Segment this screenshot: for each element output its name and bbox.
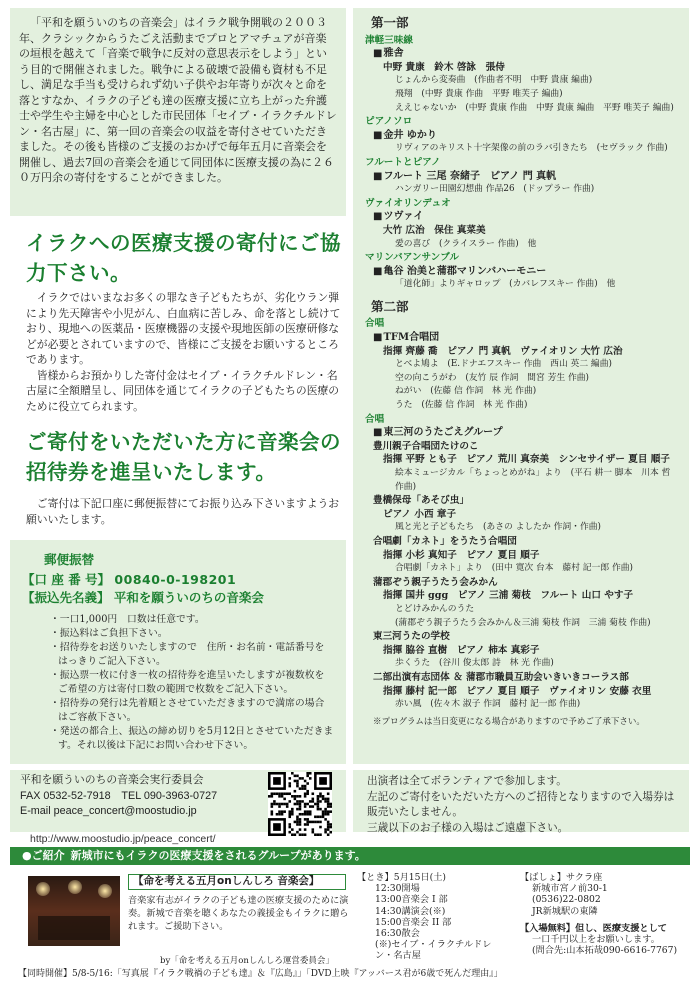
program-cat: マリンバアンサンブル xyxy=(365,252,460,264)
account-name: 平和を願ういのちの音楽会 xyxy=(113,590,264,605)
event-description: 音楽家有志がイラクの子ども達の医療支援のために演奏。新城で音楽を聴くあなたの義援金もイラクに贈られます。ご援助下さい。 xyxy=(128,895,349,932)
donation-paragraph-2: 皆様からお預かりした寄付金はセイブ・イラクチルドレン・名古屋に全額贈呈し、同団体を通じてイラクの子どもたちの医療のために役立てられます。 xyxy=(26,368,340,413)
admission-label: 【入場無料】但し、医療支援として xyxy=(520,922,667,934)
part2-title: 第二部 xyxy=(371,298,409,314)
postal-note: ・ 招待券の発行は先着順とさせていただきますので満席の場合はご容赦下さい。 xyxy=(50,697,334,725)
account-name-label: 【振込先名義】 xyxy=(22,590,110,605)
program-grp: ■ 金井 ゆかり xyxy=(373,129,675,143)
program-piece: ええじゃないか (中野 貴康 作曲 中野 貴康 編曲 平野 唯芙子 編曲) xyxy=(395,102,674,113)
banner-label: ●ご紹介 xyxy=(22,849,65,862)
postal-note: ・ 一口1,000円 口数は任意です。 xyxy=(50,613,334,627)
program-grp: ■ ツヴァイ xyxy=(373,210,675,224)
program-piece: 空の向こうがわ (友竹 辰 作詞 間宮 芳生 作曲) xyxy=(395,372,589,383)
program-piece: 飛翔 (中野 貴康 作曲 平野 唯芙子 編曲) xyxy=(395,88,563,99)
postal-note: ・ 招待券をお送りいたしますので 住所・お名前・電話番号をはっきりご記入下さい。 xyxy=(50,641,334,669)
invitation-paragraph: ご寄付は下記口座に郵便振替にてお振り込み下さいますようお願いいたします。 xyxy=(26,497,340,526)
admission-line: 一口千円以上をお願いします。 xyxy=(532,934,660,946)
notice-line: 出演者は全てボランティアで参加します。 xyxy=(367,775,567,787)
program-piece: とどけみかんのうた xyxy=(395,603,475,614)
admission-contact: (問合先:山本拓哉090-6616-7767) xyxy=(532,945,678,957)
program-perf: 指揮 平野 とも子 ピアノ 荒川 真奈美 シンセサイザー 夏目 順子 xyxy=(383,454,670,466)
notice-line: 左記のご寄付をいただいた方へのご招待となりますので入場券は販売いたしません。 xyxy=(367,790,675,818)
program-piece: 愛の喜び (クライスラー 作曲) 他 xyxy=(395,238,537,249)
event-title: 【命を考える五月onしんしろ 音楽会】 xyxy=(128,874,346,890)
program-perf: 指揮 小杉 真知子 ピアノ 夏目 順子 xyxy=(383,549,540,561)
program-cat: 合唱 xyxy=(365,413,385,425)
program-piece: 赤い風 (佐々木 淑子 作詞 藤村 記一郎 作曲) xyxy=(395,699,581,710)
donation-body xyxy=(26,290,342,414)
program-grp: ■ TFM合唱団 xyxy=(373,331,675,345)
event-time-item: 15:00音楽会 II 部 xyxy=(375,916,452,928)
postal-note: ・ 振込票一枚に付き一枚の招待券を進呈いたしますが複数枚をご希望の方は寄付口数の範囲で枚数をご記入下さい。 xyxy=(50,669,334,697)
concert-photo xyxy=(28,876,120,946)
program-sub: 豊川親子合唱団たけのこ xyxy=(373,440,479,452)
contact-fax-tel: FAX 0532-52-7918 TEL 090-3963-0727 xyxy=(20,789,218,802)
program-sub: 二部出演有志団体 ＆ 蒲郡市職員互助会いきいきコーラス部 xyxy=(373,671,629,683)
program-perf: 中野 貴康 鈴木 啓詠 張侍 xyxy=(383,61,505,73)
event-time-item: 13:00音楽会 I 部 xyxy=(375,894,448,906)
program-grp: ■ 亀谷 治美と蒲郡マリンバハーモニー xyxy=(373,265,675,279)
notice-line: 三歳以下のお子様の入場はご遠慮下さい。 xyxy=(367,821,569,834)
event-time-note: (※)セイブ・イラクチルドレン・名古屋 xyxy=(375,939,492,962)
program-perf: 大竹 広治 保住 真菜美 xyxy=(383,224,486,236)
event-time-item: 12:30開場 xyxy=(375,883,420,895)
postal-transfer-panel xyxy=(10,540,346,764)
event-place-line: (0536)22-0802 xyxy=(532,894,601,906)
postal-note: ・ 振込料はご負担下さい。 xyxy=(50,627,334,641)
program-piece: うた (佐藤 信 作詞 林 光 作曲) xyxy=(395,400,528,411)
account-number-row xyxy=(22,571,334,589)
program-perf: 指揮 国井 ggg ピアノ 三浦 菊枝 フルート 山口 やす子 xyxy=(383,590,634,602)
intro-panel xyxy=(10,8,346,216)
program-cat: ピアノソロ xyxy=(365,116,413,128)
concurrent-events: 【同時開催】5/8-5/16:「写真展『イラク戦禍の子ども達』＆『広島』」「DVD上映『アッバース君が6歳で死んだ理由』」 xyxy=(18,969,503,979)
program-footnote: ※プログラムは当日変更になる場合がありますので予めご了承下さい。 xyxy=(373,716,645,727)
account-number-label: 【口 座 番 号】 xyxy=(22,572,111,587)
program-sub: 合唱劇「カネト」をうたう合唱団 xyxy=(373,535,517,547)
part1-title: 第一部 xyxy=(371,15,409,30)
program-sub: 蒲郡ぞう親子うたう会みかん xyxy=(373,576,498,588)
event-organizer: by「命を考える五月onしんしろ運営委員会」 xyxy=(160,956,334,966)
program-perf: 指揮 藤村 記一郎 ピアノ 夏目 順子 ヴァイオリン 安藤 衣里 xyxy=(383,685,652,697)
program-sub: 東三河うたの学校 xyxy=(373,631,450,643)
program-piece: ハンガリー田園幻想曲 作品26 (ドップラー 作曲) xyxy=(395,184,595,195)
program-grp: ■ 東三河のうたごえグループ xyxy=(373,426,675,440)
event-place-label: 【ばしょ】サクラ座 xyxy=(520,872,603,883)
program-piece: 風と光と子どもたち (あさの よしたか 作詞・作曲) xyxy=(395,522,601,533)
program-perf: 指揮 脇谷 直樹 ピアノ 柿本 真彩子 xyxy=(383,644,540,656)
banner-text: 新城市にもイラクの医療支援をされるグループがあります。 xyxy=(70,849,366,862)
donation-paragraph-1: イラクではいまなお多くの罪なき子どもたちが、劣化ウラン弾により先天障害や小児がん、白血病に苦しみ、命を落とし続けており、現地への医薬品・医療機器の支援や現地医師の医療研修などが必要とされていますので、皆様にご支援をお願いするところであります。 xyxy=(26,291,341,366)
program-perf: 指揮 齊藤 喬 ピアノ 門 真帆 ヴァイオリン 大竹 広治 xyxy=(383,345,623,357)
program-piece: ねがい (佐藤 信 作詞 林 光 作曲) xyxy=(395,386,537,397)
intro-text: 「平和を願ういのちの音楽会」はイラク戦争開戦の２００３年、クラシックからうたごえ活動までプロとアマチュアが音楽の垣根を越えて「音楽で戦争に反対の意思表示をしよう」という目的で開催されました。戦争による破壊で設備も資材も不足し、満足な手当も受けられず幼い子供やお年寄りが次々と命を落とすなか、イラクの子ども達の医療支援に立ち上がった弁護士や学生や主婦を中心とした市民団体「セイブ・イラクチルドレン・名古屋」に、第一回の音楽会の収益を寄付させていただきました。その後も皆様のご支援のおかげで毎年五月に音楽会を開催し、過去7回の音楽会を通じて同団体に医療支援の為に２６０万円余の寄付をすることができました。 xyxy=(19,16,337,184)
program-piece: リヴィアのキリスト十字架像の前のラバ引きたち (セヴラック 作曲) xyxy=(395,143,668,154)
program-panel xyxy=(353,8,689,764)
postal-title: 郵便振替 xyxy=(44,552,95,567)
program-piece: 「道化師」よりギャロップ (カバレフスキー 作曲) 他 xyxy=(395,279,616,290)
program-piece: とべよ鳩よ (E.ドナエフスキー 作曲 西山 英二 編曲) xyxy=(395,359,612,370)
donation-heading: イラクへの医療支援の寄付にご協力下さい。 xyxy=(26,231,341,285)
program-grp: ■ フルート 三尾 奈緒子 ピアノ 門 真帆 xyxy=(373,170,675,184)
contact-email[interactable]: E-mail peace_concert@moostudio.jp xyxy=(20,805,197,817)
postal-notes xyxy=(50,613,334,753)
program-perf: ピアノ 小西 章子 xyxy=(383,508,457,520)
event-time-item: 16:30散会 xyxy=(375,928,420,940)
program-grp: ■ 雅舎 xyxy=(373,47,675,61)
part2-list xyxy=(365,317,675,711)
program-piece: 歩くうた (谷川 俊太郎 詩 林 光 作曲) xyxy=(395,658,554,669)
introduction-banner xyxy=(10,847,690,865)
program-cat: フルートとピアノ xyxy=(365,156,441,168)
account-name-row xyxy=(22,589,334,607)
program-cat: 津軽三味線 xyxy=(365,34,413,46)
account-number: 00840-0-198201 xyxy=(114,572,237,587)
contact-org: 平和を願ういのちの音楽会実行委員会 xyxy=(20,774,204,786)
postal-note: ・ 発送の都合上、振込の締め切りを5月12日とさせていただきます。それ以後は下記にお問い合わせ下さい。 xyxy=(50,725,334,753)
invitation-heading: ご寄付をいただいた方に音楽会の招待券を進呈いたします。 xyxy=(26,430,341,484)
contact-url-link[interactable]: http://www.moostudio.jp/peace_concert/ xyxy=(30,833,216,845)
event-time-label: 【とき】5月15日(土) xyxy=(357,872,447,883)
program-cat: 合唱 xyxy=(365,318,385,330)
program-piece: (蒲郡ぞう親子うたう会みかん＆三浦 菊枝 作詞 三浦 菊枝 作曲) xyxy=(395,617,651,628)
event-time-block xyxy=(357,872,507,962)
event-admission xyxy=(520,923,685,957)
program-piece: じょんから変奏曲 (作曲者不明 中野 貴康 編曲) xyxy=(395,75,593,86)
part1-list xyxy=(365,34,675,292)
qr-code-icon[interactable] xyxy=(268,772,332,836)
event-time-item: 14:30講演会(※) xyxy=(375,905,446,917)
program-piece: 絵本ミュージカル「ちょっとめがね」より (平石 耕一 脚本 川本 哲 作曲) xyxy=(395,468,671,492)
event-place-line: 新城市宮ノ前30-1 xyxy=(532,883,608,895)
event-place-block xyxy=(520,872,685,956)
program-cat: ヴァイオリンデュオ xyxy=(365,197,451,209)
notice-box xyxy=(353,770,689,832)
program-sub: 豊橋保母「あそび虫」 xyxy=(373,495,469,507)
invitation-body xyxy=(26,496,342,527)
event-section xyxy=(10,868,690,978)
program-piece: 合唱劇「カネト」より (田中 寛次 台本 藤村 記一郎 作曲) xyxy=(395,563,633,574)
event-place-line: JR新城駅の東隣 xyxy=(532,905,598,917)
